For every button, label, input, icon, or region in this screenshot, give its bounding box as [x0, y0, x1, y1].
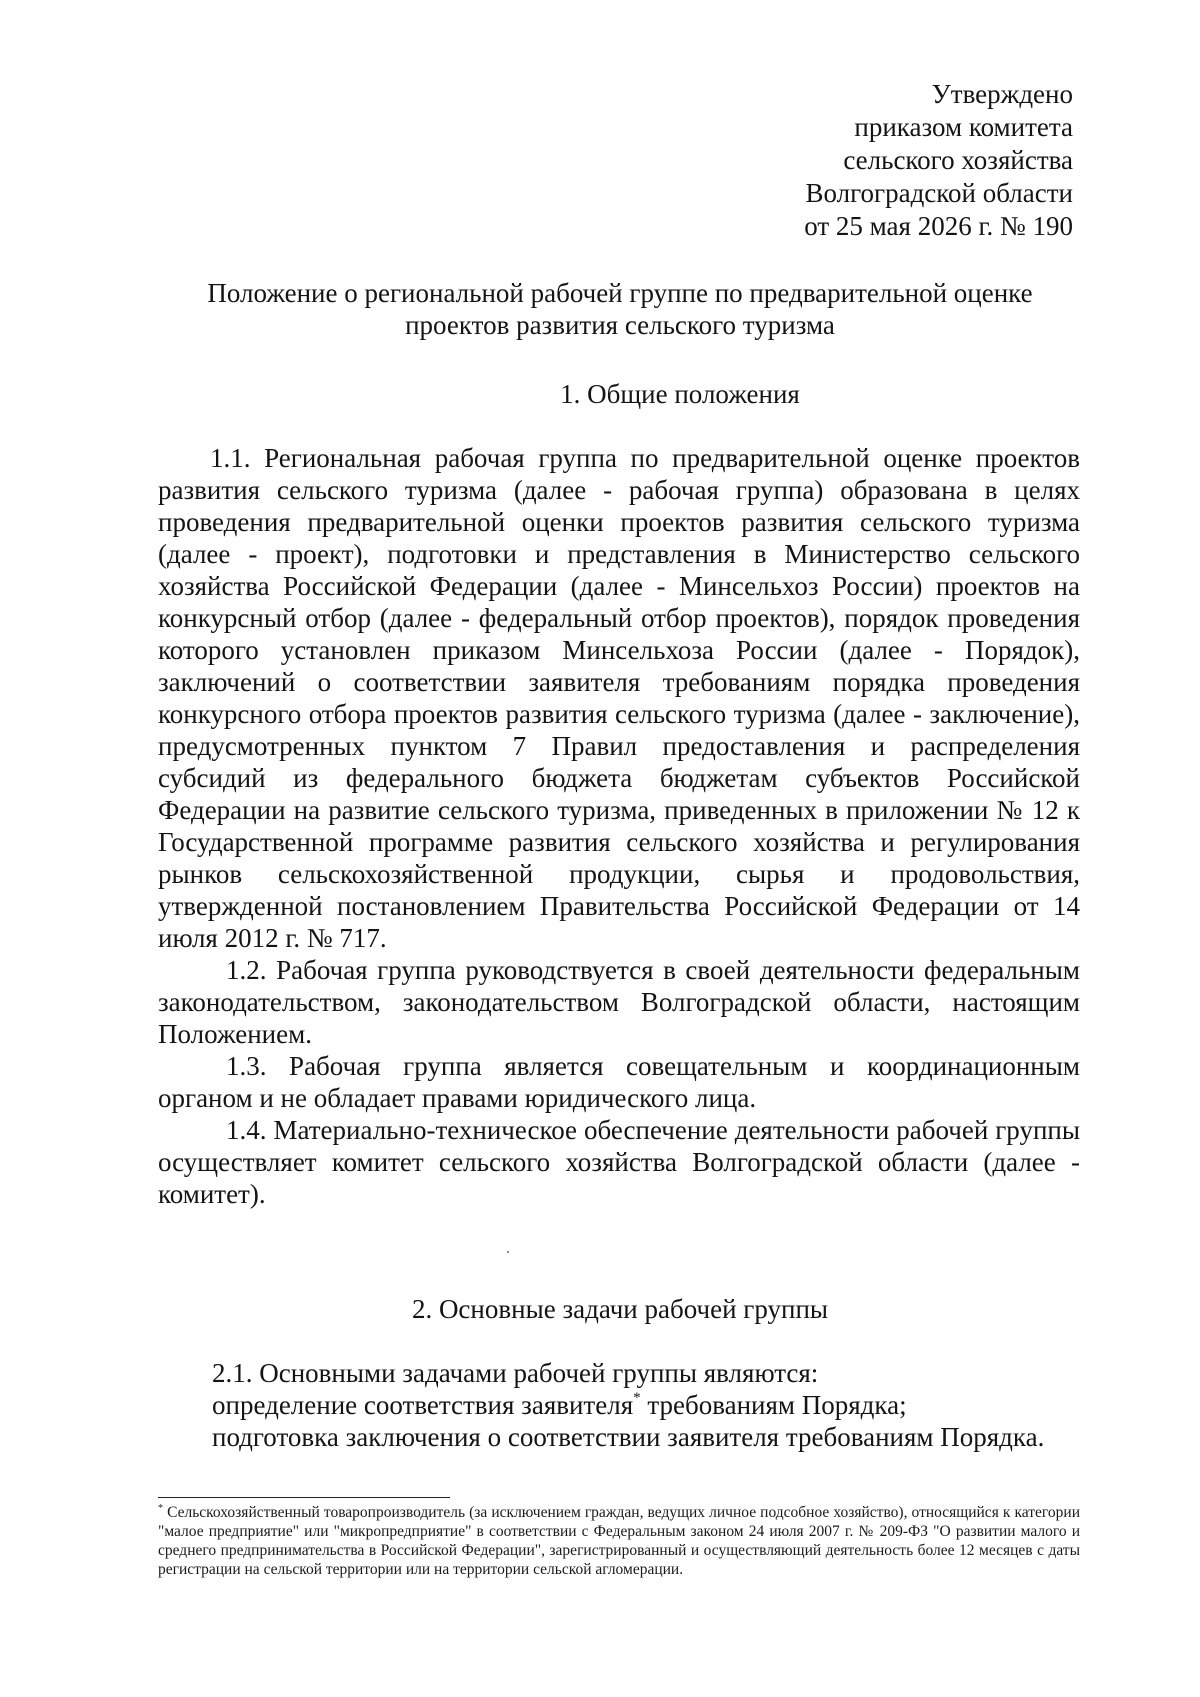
paragraph-2-1: 2.1. Основными задачами рабочей группы являются:: [212, 1358, 819, 1388]
task-item-1-text-end: требованиям Порядка;: [640, 1390, 907, 1420]
paragraph-1-2: 1.2. Рабочая группа руководствуется в своей деятельности федеральным законодательством, законодательством Волгоградской области, настоящим Положением.: [158, 955, 1080, 1049]
paragraph-1-1: 1.1. Региональная рабочая группа по предварительной оценке проектов развития сельского туризма (далее - рабочая группа) образована в целях проведения предварительной оценки проектов развития сельского туризма (далее - проект), подготовки и представления в Министерство сельского хозяйства Российской Федерации (далее - Минсельхоз России) проектов на конкурсный отбор (далее - федеральный отбор проектов), порядок проведения которого установлен приказом Минсельхоза России (далее - Порядок), заключений о соответствии заявителя требованиям порядка проведения конкурсного отбора проектов развития сельского туризма (далее - заключение), предусмотренных пунктом 7 Правил предоставления и распределения субсидий из федерального бюджета бюджетам субъектов Российской Федерации на развитие сельского туризма, приведенных в приложении № 12 к Государственной программе развития сельского хозяйства и регулирования рынков сельскохозяйственной продукции, сырья и продовольствия, утвержденной постановлением Правительства Российской Федерации от 14 июля 2012 г. № 717.: [158, 443, 1080, 953]
document-title: [160, 277, 1080, 341]
footnote-mark: *: [158, 1503, 163, 1514]
task-item-1-text: определение соответствия заявителя: [212, 1390, 634, 1420]
footnote-text: Сельскохозяйственный товаропроизводитель (за исключением граждан, ведущих личное подсобное хозяйство), относящийся к категории "малое предприятие" или "микропредприятие" в соответствии с Федеральным законом 24 июля 2007 г. № 209-ФЗ "О развитии малого и среднего предпринимательства в Российской Федерации", зарегистрированный и осуществляющий деятельность более 12 месяцев с даты регистрации на сельской территории или на территории сельской агломерации.: [158, 1504, 1080, 1578]
task-item-2: подготовка заключения о соответствии заявителя требованиям Порядка.: [212, 1422, 1045, 1452]
document-title-line: проектов развития сельского туризма: [405, 310, 835, 340]
approval-line: Утверждено: [931, 79, 1073, 109]
approval-line: приказом комитета: [854, 112, 1073, 142]
footnote-reference: *: [633, 1390, 641, 1406]
task-item-1: [158, 1389, 1080, 1421]
scan-speck: [507, 1251, 509, 1253]
approval-line: Волгоградской области: [805, 178, 1073, 208]
footnote-separator: [158, 1497, 450, 1498]
approval-line: от 25 мая 2026 г. № 190: [804, 211, 1073, 241]
footnote: [158, 1503, 1080, 1579]
paragraph-1-3: 1.3. Рабочая группа является совещательным и координационным органом и не обладает правами юридического лица.: [158, 1051, 1080, 1113]
section-1-body: [158, 442, 1080, 1210]
approval-line: сельского хозяйства: [843, 145, 1073, 175]
section-1-heading: 1. Общие положения: [560, 379, 800, 409]
section-2-body: [158, 1357, 1080, 1453]
document-title-line: Положение о региональной рабочей группе по предварительной оценке: [207, 278, 1033, 308]
section-2-heading: 2. Основные задачи рабочей группы: [411, 1294, 829, 1324]
paragraph-1-4: 1.4. Материально-техническое обеспечение деятельности рабочей группы осуществляет комитет сельского хозяйства Волгоградской области (далее - комитет).: [158, 1115, 1080, 1209]
approval-stamp: [804, 78, 1073, 243]
